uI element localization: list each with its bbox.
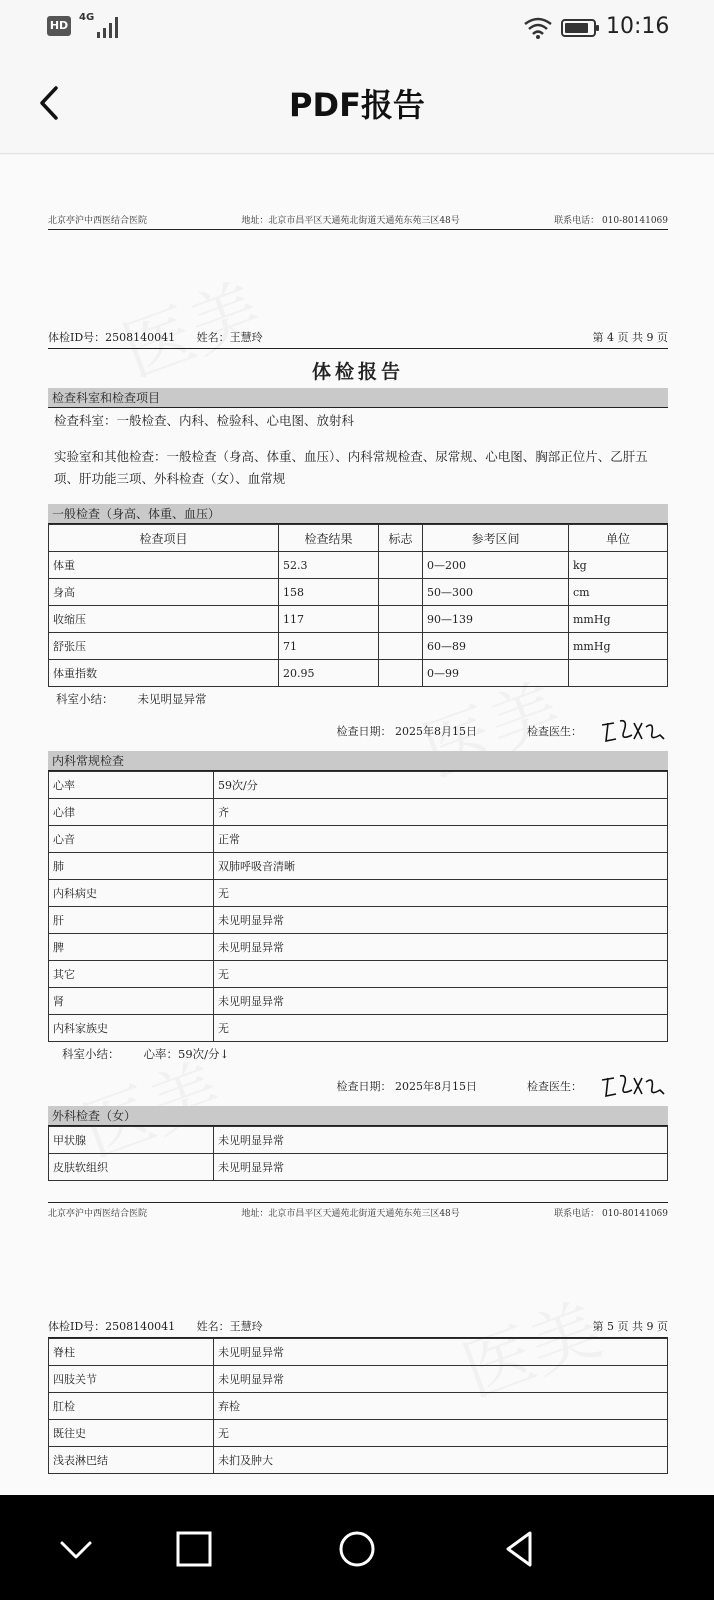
item-cell: 四肢关节 <box>49 1366 214 1393</box>
value-cell: 90—139 <box>423 606 569 633</box>
nav-home-icon[interactable] <box>337 1529 377 1569</box>
value-cell: mmHg <box>569 606 668 633</box>
value-cell: 20.95 <box>279 660 379 687</box>
pdf-page-4 <box>48 213 668 230</box>
value-cell: 158 <box>279 579 379 606</box>
value-cell: 50—300 <box>423 579 569 606</box>
hospital-phone: 联系电话： 010-80141069 <box>554 1209 668 1219</box>
section-internal: 内科常规检查 <box>48 751 668 771</box>
surgical-exam-table <box>48 1126 668 1181</box>
value-cell: 无 <box>214 961 668 988</box>
table-row <box>49 1393 668 1420</box>
item-cell: 心律 <box>49 799 214 826</box>
lab-line: 实验室和其他检查：一般检查（身高、体重、血压）、内科常规检查、尿常规、心电图、胸部正位片、乙肝五项、肝功能三项、外科检查（女）、血常规 <box>54 449 648 486</box>
item-cell: 心音 <box>49 826 214 853</box>
summary-value: 心率：59次/分↓ <box>143 1047 230 1061</box>
value-cell: 0—200 <box>423 552 569 579</box>
item-cell: 内科家族史 <box>49 1015 214 1042</box>
section-general: 一般检查（身高、体重、血压） <box>48 504 668 524</box>
value-cell <box>379 606 423 633</box>
table-row <box>49 606 668 633</box>
value-cell: kg <box>569 552 668 579</box>
table-row <box>49 988 668 1015</box>
signal-icon <box>96 14 122 40</box>
item-cell: 其它 <box>49 961 214 988</box>
page-title: PDF报告 <box>289 86 425 124</box>
item-cell: 脊柱 <box>49 1339 214 1366</box>
value-cell: 117 <box>279 606 379 633</box>
item-cell: 肝 <box>49 907 214 934</box>
summary-value: 未见明显异常 <box>137 692 207 706</box>
title-bar <box>0 56 714 154</box>
doctor-signature-icon <box>598 1070 668 1102</box>
internal-exam-table <box>48 771 668 1042</box>
value-cell: 弃检 <box>214 1393 668 1420</box>
item-cell: 体重 <box>49 552 279 579</box>
item-cell: 体重指数 <box>49 660 279 687</box>
network-type: 4G <box>79 12 95 23</box>
surgical-exam-table-cont <box>48 1338 668 1474</box>
value-cell: 齐 <box>214 799 668 826</box>
pdf-page-5 <box>48 1318 668 1474</box>
table-row <box>49 1366 668 1393</box>
status-bar <box>0 0 714 56</box>
item-cell: 肾 <box>49 988 214 1015</box>
col-header: 单位 <box>569 525 668 552</box>
hospital-name: 北京亭沪中西医结合医院 <box>48 216 148 226</box>
pdf-viewer[interactable] <box>0 155 714 1495</box>
sign-line <box>48 711 668 751</box>
value-cell: 未见明显异常 <box>214 1339 668 1366</box>
value-cell: cm <box>569 579 668 606</box>
value-cell: 未扪及肿大 <box>214 1447 668 1474</box>
hospital-name: 北京亭沪中西医结合医院 <box>48 1209 148 1219</box>
table-row <box>49 660 668 687</box>
table-row <box>49 880 668 907</box>
table-row <box>49 961 668 988</box>
internal-summary <box>48 1042 668 1066</box>
item-cell: 肺 <box>49 853 214 880</box>
patient-name: 姓名：王慧玲 <box>196 331 263 344</box>
doctor-label: 检查医生： <box>527 725 582 738</box>
value-cell: 60—89 <box>423 633 569 660</box>
col-header: 检查项目 <box>49 525 279 552</box>
table-row <box>49 552 668 579</box>
table-row <box>49 907 668 934</box>
battery-icon <box>561 18 601 38</box>
hospital-address: 地址：北京市昌平区天通苑北街道天通苑东苑三区48号 <box>241 1209 460 1219</box>
exam-id-row <box>48 329 668 349</box>
page-footer <box>48 1202 668 1219</box>
value-cell: 未见明显异常 <box>214 934 668 961</box>
doctor-signature-icon <box>598 715 668 747</box>
nav-down-icon[interactable] <box>56 1529 96 1569</box>
value-cell: 正常 <box>214 826 668 853</box>
page-header <box>48 213 668 230</box>
doctor-label: 检查医生： <box>527 1080 582 1093</box>
pdf-page-4-body <box>48 329 668 1181</box>
table-row <box>49 934 668 961</box>
value-cell: 52.3 <box>279 552 379 579</box>
value-cell: mmHg <box>569 633 668 660</box>
exam-date: 检查日期： 2025年8月15日 <box>336 725 477 738</box>
wifi-icon <box>523 16 553 40</box>
general-exam-table <box>48 524 668 687</box>
general-summary <box>48 687 668 711</box>
nav-back-icon[interactable] <box>500 1529 540 1569</box>
item-cell: 身高 <box>49 579 279 606</box>
item-cell: 肛检 <box>49 1393 214 1420</box>
value-cell <box>379 633 423 660</box>
pdf-page-4-footer <box>48 1202 668 1219</box>
item-cell: 甲状腺 <box>49 1127 214 1154</box>
table-row <box>49 1154 668 1181</box>
table-row <box>49 1447 668 1474</box>
item-cell: 脾 <box>49 934 214 961</box>
value-cell <box>379 660 423 687</box>
sign-line <box>48 1066 668 1106</box>
value-cell: 71 <box>279 633 379 660</box>
table-row <box>49 826 668 853</box>
clock: 10:16 <box>606 14 670 39</box>
section-dept: 检查科室和检查项目 <box>48 388 668 408</box>
exam-id-row <box>48 1318 668 1338</box>
value-cell <box>569 660 668 687</box>
value-cell: 无 <box>214 880 668 907</box>
value-cell: 双肺呼吸音清晰 <box>214 853 668 880</box>
page-number: 第 5 页 共 9 页 <box>592 1320 668 1333</box>
value-cell: 未见明显异常 <box>214 1154 668 1181</box>
item-cell: 舒张压 <box>49 633 279 660</box>
exam-id: 体检ID号：2508140041 <box>48 331 176 344</box>
table-row <box>49 1420 668 1447</box>
page-number: 第 4 页 共 9 页 <box>592 331 668 344</box>
value-cell: 未见明显异常 <box>214 907 668 934</box>
table-row <box>49 799 668 826</box>
item-cell: 内科病史 <box>49 880 214 907</box>
table-row <box>49 1127 668 1154</box>
col-header: 参考区间 <box>423 525 569 552</box>
table-row <box>49 772 668 799</box>
section-surgical: 外科检查（女） <box>48 1106 668 1126</box>
table-row <box>49 1015 668 1042</box>
exam-id: 体检ID号：2508140041 <box>48 1320 176 1333</box>
report-title: 体检报告 <box>311 361 404 383</box>
summary-label: 科室小结： <box>56 692 114 706</box>
value-cell <box>379 552 423 579</box>
value-cell: 无 <box>214 1420 668 1447</box>
hd-badge: HD <box>47 16 71 36</box>
table-row <box>49 853 668 880</box>
table-row <box>49 579 668 606</box>
table-row <box>49 633 668 660</box>
item-cell: 心率 <box>49 772 214 799</box>
value-cell <box>379 579 423 606</box>
col-header: 检查结果 <box>279 525 379 552</box>
nav-recent-icon[interactable] <box>174 1529 214 1569</box>
value-cell: 无 <box>214 1015 668 1042</box>
item-cell: 收缩压 <box>49 606 279 633</box>
value-cell: 未见明显异常 <box>214 1127 668 1154</box>
item-cell: 浅表淋巴结 <box>49 1447 214 1474</box>
item-cell: 皮肤软组织 <box>49 1154 214 1181</box>
value-cell: 未见明显异常 <box>214 988 668 1015</box>
table-row <box>49 1339 668 1366</box>
system-nav-bar <box>0 1495 714 1600</box>
exam-date: 检查日期： 2025年8月15日 <box>336 1080 477 1093</box>
hospital-phone: 联系电话： 010-80141069 <box>554 216 668 226</box>
col-header: 标志 <box>379 525 423 552</box>
summary-label: 科室小结： <box>62 1047 120 1061</box>
hospital-address: 地址：北京市昌平区天通苑北街道天通苑东苑三区48号 <box>241 216 460 226</box>
item-cell: 既往史 <box>49 1420 214 1447</box>
dept-line: 检查科室：一般检查、内科、检验科、心电图、放射科 <box>54 413 355 428</box>
value-cell: 0—99 <box>423 660 569 687</box>
patient-name: 姓名：王慧玲 <box>196 1320 263 1333</box>
value-cell: 未见明显异常 <box>214 1366 668 1393</box>
value-cell: 59次/分 <box>214 772 668 799</box>
